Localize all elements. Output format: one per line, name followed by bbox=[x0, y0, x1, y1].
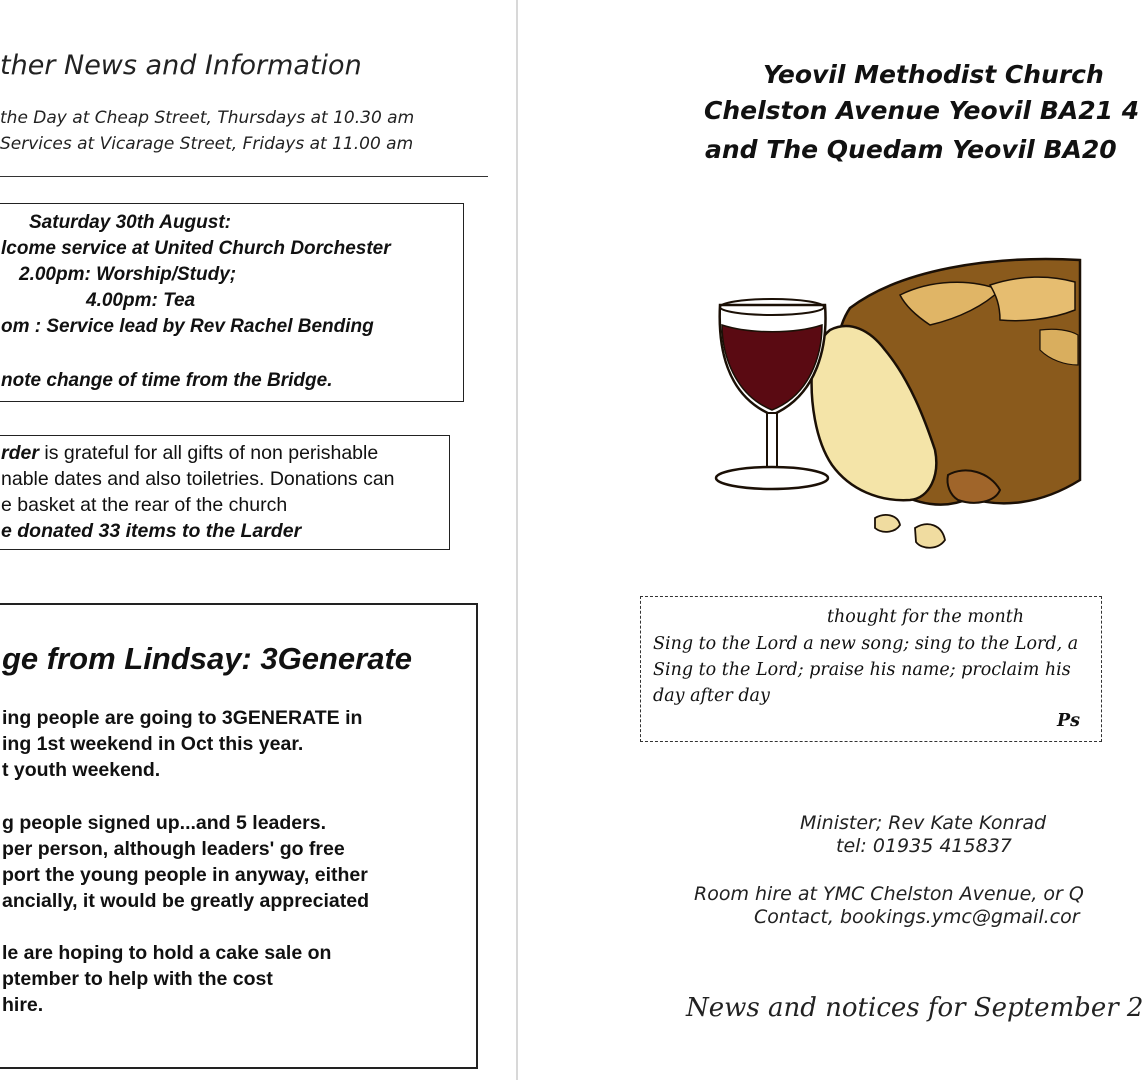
event-line-1: lcome service at United Church Dorchester bbox=[1, 238, 391, 259]
church-name: Yeovil Methodist Church bbox=[763, 60, 1104, 89]
event-note: note change of time from the Bridge. bbox=[1, 370, 333, 391]
message-p2-line-3: port the young people in anyway, either bbox=[2, 864, 368, 886]
message-p1-line-3: t youth weekend. bbox=[2, 759, 161, 781]
newsletter-footer: News and notices for September 2 bbox=[686, 993, 1143, 1023]
crumb-2 bbox=[915, 524, 945, 548]
minister-name: Minister; Rev Kate Konrad bbox=[800, 812, 1047, 834]
wine bbox=[722, 325, 822, 410]
crumb-1 bbox=[875, 515, 900, 532]
wine-glass-foot bbox=[716, 467, 828, 489]
message-p1-line-2: ing 1st weekend in Oct this year. bbox=[2, 733, 304, 755]
larder-line-1 bbox=[1, 442, 378, 465]
event-date: Saturday 30th August: bbox=[29, 212, 231, 233]
larder-line-3: e basket at the rear of the church bbox=[1, 494, 288, 516]
news-line-2: Services at Vicarage Street, Fridays at 11.00 am bbox=[0, 134, 414, 154]
room-hire-contact: Contact, bookings.ymc@gmail.cor bbox=[754, 906, 1080, 928]
event-line-3: 4.00pm: Tea bbox=[86, 290, 196, 311]
bread-highlight-2 bbox=[990, 277, 1075, 321]
message-p3-line-2: ptember to help with the cost bbox=[2, 968, 273, 990]
thought-line-2: Sing to the Lord; praise his name; proclaim his bbox=[653, 660, 1071, 680]
message-p2-line-2: per person, although leaders' go free bbox=[2, 838, 345, 860]
page-fold bbox=[516, 0, 518, 1080]
news-line-1: the Day at Cheap Street, Thursdays at 10.30 am bbox=[0, 108, 415, 128]
message-p3-line-1: le are hoping to hold a cake sale on bbox=[2, 942, 332, 964]
message-box bbox=[0, 603, 478, 1069]
thought-line-3: day after day bbox=[653, 686, 770, 706]
news-title: ther News and Information bbox=[0, 50, 362, 81]
message-p2-line-1: g people signed up...and 5 leaders. bbox=[2, 812, 326, 834]
thought-line-1: Sing to the Lord a new song; sing to the Lord, a bbox=[653, 634, 1079, 654]
event-line-2: 2.00pm: Worship/Study; bbox=[19, 264, 237, 285]
larder-line-2: nable dates and also toiletries. Donations can bbox=[1, 468, 395, 490]
message-p1-line-1: ing people are going to 3GENERATE in bbox=[2, 707, 363, 729]
event-line-4: om : Service lead by Rev Rachel Bending bbox=[1, 316, 374, 337]
wine-bread-illustration bbox=[700, 250, 1080, 560]
church-address-1: Chelston Avenue Yeovil BA21 4 bbox=[704, 96, 1140, 125]
minister-tel: tel: 01935 415837 bbox=[836, 835, 1012, 857]
larder-name: rder bbox=[1, 442, 39, 464]
divider bbox=[0, 176, 488, 177]
larder-line-1-rest: is grateful for all gifts of non perishable bbox=[38, 442, 379, 464]
wine-glass-stem bbox=[767, 413, 777, 475]
message-heading: ge from Lindsay: 3Generate bbox=[2, 641, 413, 676]
room-hire-line-1: Room hire at YMC Chelston Avenue, or Q bbox=[694, 883, 1084, 905]
thought-reference: Ps bbox=[1057, 711, 1081, 731]
event-box bbox=[0, 203, 464, 402]
message-p3-line-3: hire. bbox=[2, 994, 44, 1016]
larder-box bbox=[0, 435, 450, 550]
thought-box bbox=[640, 596, 1102, 742]
message-p2-line-4: ancially, it would be greatly appreciated bbox=[2, 890, 369, 912]
thought-title: thought for the month bbox=[827, 607, 1025, 627]
church-address-2: and The Quedam Yeovil BA20 bbox=[705, 135, 1117, 164]
larder-line-4: e donated 33 items to the Larder bbox=[1, 520, 302, 542]
